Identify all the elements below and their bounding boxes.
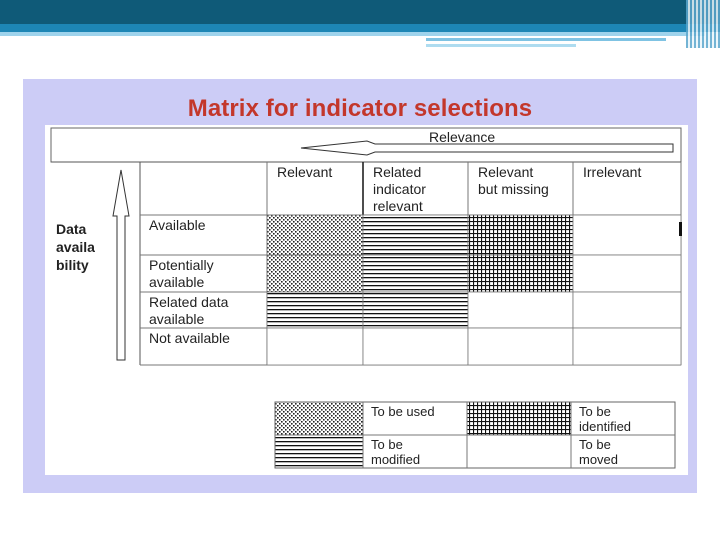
data-availability-label bbox=[56, 221, 95, 273]
legend-label bbox=[579, 437, 618, 467]
legend-swatch-none bbox=[467, 435, 571, 468]
column-header-missing bbox=[478, 164, 549, 197]
legend-label-line: To be bbox=[371, 437, 403, 452]
data-availability-text-line: availa bbox=[56, 239, 95, 255]
matrix-cell-none bbox=[573, 255, 681, 292]
column-header-missing-line: but missing bbox=[478, 181, 549, 197]
data-availability-text-line: Data bbox=[56, 221, 87, 237]
row-header-line: Potentially bbox=[149, 257, 214, 273]
row-header-line: Available bbox=[149, 217, 206, 233]
matrix-cell-dots bbox=[267, 215, 363, 255]
header-bar bbox=[0, 0, 720, 24]
legend-swatch-hlines bbox=[275, 435, 363, 468]
accent-line bbox=[426, 38, 666, 41]
row-header bbox=[149, 330, 230, 346]
column-header-missing-line: Relevant bbox=[478, 164, 534, 180]
matrix-cell-none bbox=[363, 328, 468, 365]
legend-label-line: modified bbox=[371, 452, 421, 467]
row-header bbox=[149, 217, 206, 233]
matrix-cell-hlines bbox=[363, 292, 468, 328]
column-header-irrelevant-line: Irrelevant bbox=[583, 164, 642, 180]
row-header bbox=[149, 257, 214, 290]
accent-line bbox=[426, 44, 576, 47]
row-header-line: available bbox=[149, 311, 205, 327]
header-stripes bbox=[686, 0, 720, 48]
legend bbox=[275, 402, 675, 468]
legend-label bbox=[371, 437, 420, 467]
matrix-cell-none bbox=[468, 328, 573, 365]
matrix-cell-dots bbox=[267, 255, 363, 292]
matrix-figure bbox=[45, 125, 688, 475]
matrix-cell-none bbox=[573, 292, 681, 328]
column-header-related bbox=[373, 164, 426, 214]
column-header-irrelevant bbox=[583, 164, 641, 180]
column-header-related-line: Related bbox=[373, 164, 422, 180]
legend-label-line: To be used bbox=[371, 404, 435, 419]
matrix-cell-grid bbox=[468, 215, 573, 255]
edge-mark bbox=[679, 222, 682, 236]
matrix-cell-none bbox=[267, 328, 363, 365]
row-header-line: Related data bbox=[149, 294, 229, 310]
legend-label-line: identified bbox=[579, 419, 632, 434]
legend-swatch-grid bbox=[467, 402, 571, 435]
row-header-line: available bbox=[149, 274, 205, 290]
matrix-cell-grid bbox=[468, 255, 573, 292]
row-header-line: Not available bbox=[149, 330, 230, 346]
legend-label-line: To be bbox=[579, 437, 611, 452]
data-availability-text-line: bility bbox=[56, 257, 89, 273]
matrix-diagram bbox=[45, 125, 688, 475]
slide-title: Matrix for indicator selections bbox=[187, 95, 533, 122]
availability-arrow bbox=[113, 170, 129, 360]
header-band bbox=[0, 24, 720, 32]
matrix-cells bbox=[267, 215, 682, 365]
header-band-light bbox=[0, 32, 705, 36]
legend-label-line: To be bbox=[579, 404, 611, 419]
matrix-cell-hlines bbox=[363, 255, 468, 292]
row-header bbox=[149, 294, 229, 327]
matrix-cell-hlines bbox=[267, 292, 363, 328]
legend-label-line: moved bbox=[579, 452, 619, 467]
data-availability-text bbox=[56, 221, 95, 273]
legend-swatch-dots bbox=[275, 402, 363, 435]
matrix-cell-none bbox=[573, 215, 681, 255]
legend-label bbox=[579, 404, 631, 434]
column-header-related-line: indicator bbox=[373, 181, 426, 197]
matrix-cell-hlines bbox=[363, 215, 468, 255]
legend-label bbox=[371, 404, 435, 419]
column-header-related-line: relevant bbox=[373, 198, 423, 214]
column-header-relevant-line: Relevant bbox=[277, 164, 333, 180]
column-header-relevant bbox=[277, 164, 332, 180]
relevance-label: Relevance bbox=[429, 129, 496, 145]
matrix-cell-none bbox=[573, 328, 681, 365]
matrix-cell-none bbox=[468, 292, 573, 328]
